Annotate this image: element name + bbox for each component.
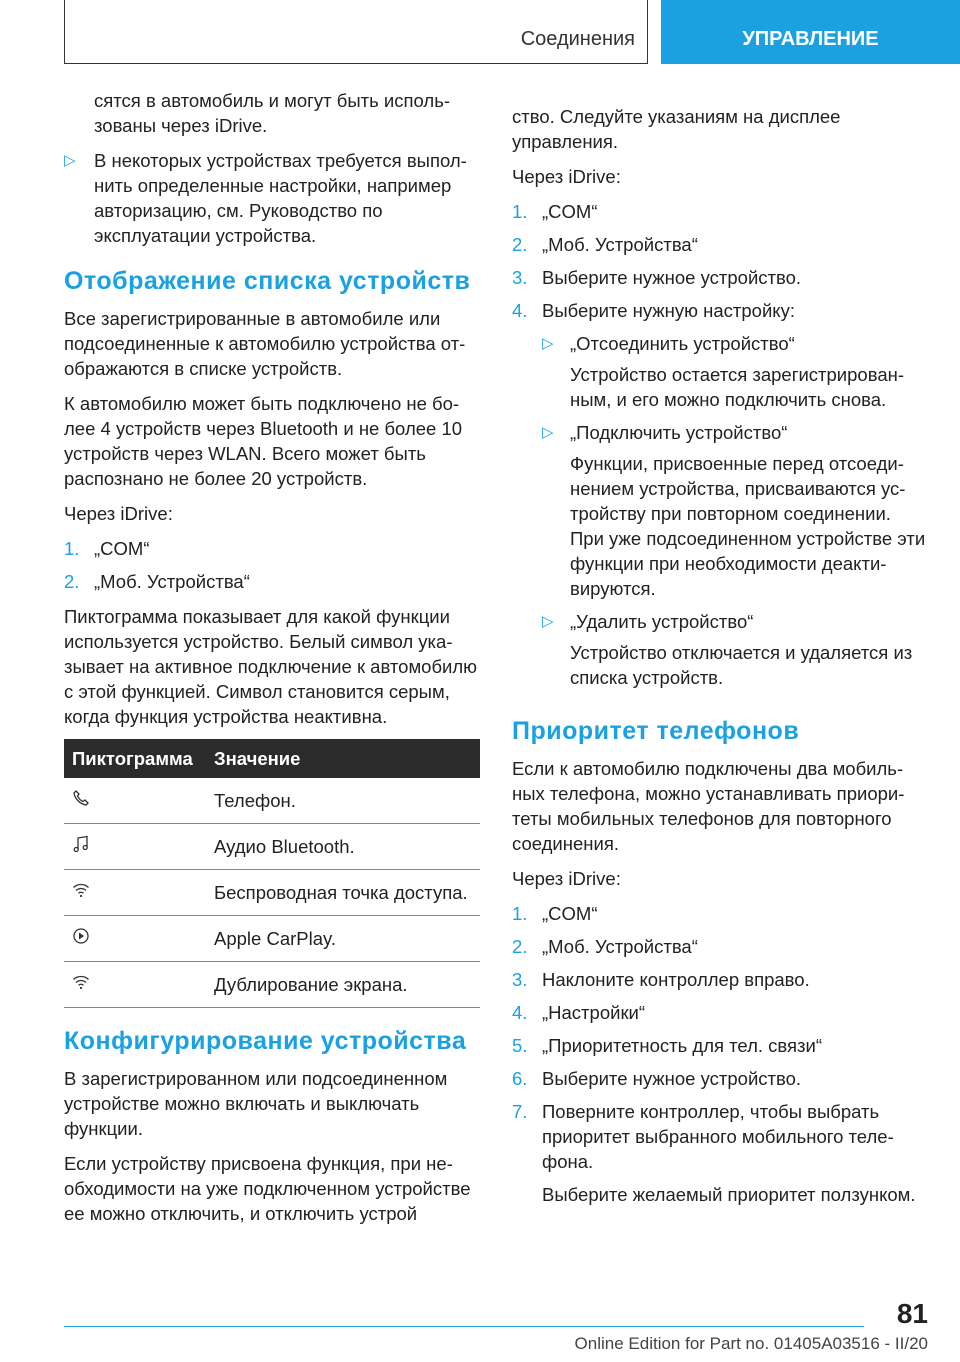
table-row	[64, 870, 480, 916]
step-number: 3.	[512, 969, 528, 990]
step-text: „Приоритетность для тел. связи“	[542, 1035, 823, 1056]
phone-icon	[72, 789, 90, 807]
step-text: „Моб. Устройства“	[94, 571, 250, 592]
step-number: 3.	[512, 267, 528, 288]
wifi-icon	[72, 881, 90, 899]
table-cell-icon	[64, 916, 206, 962]
step-number: 4.	[512, 300, 528, 321]
steps-list	[512, 901, 928, 1207]
sub-bullet	[542, 609, 928, 634]
step-item	[512, 232, 928, 257]
footer-edition: Online Edition for Part no. 01405A03516 - II/20	[574, 1334, 928, 1353]
step-number: 2.	[512, 234, 528, 255]
footer-divider	[64, 1326, 864, 1327]
table-cell-text: Телефон.	[206, 778, 480, 824]
header-section-box	[64, 0, 648, 64]
step-item	[512, 199, 928, 224]
table-cell-icon	[64, 778, 206, 824]
table-row	[64, 824, 480, 870]
step-text: Поверните контроллер, чтобы выбрать приоритет выбранного мобильного телефона.	[542, 1101, 894, 1172]
page-number: 81	[896, 1298, 928, 1329]
wifi-icon	[72, 973, 90, 991]
sub-bullet-desc: Устройство остается зарегистрированным, и его можно подключить снова.	[570, 364, 905, 410]
step-item	[512, 265, 928, 290]
step-body	[542, 298, 928, 698]
step-number: 1.	[512, 903, 528, 924]
table-header-pictogram: Пиктограмма	[64, 739, 206, 778]
sub-bullet	[542, 420, 928, 445]
table-row	[64, 962, 480, 1008]
step-item	[512, 298, 928, 698]
step-text: Наклоните контроллер вправо.	[542, 969, 810, 990]
step-item	[512, 1033, 928, 1058]
step-note: Выберите желаемый приоритет ползунком.	[542, 1184, 916, 1205]
step-item	[64, 536, 480, 561]
paragraph: В зарегистрированном или подсоединенном устройстве можно включать и выключать функции.	[64, 1068, 448, 1139]
table-cell-text: Дублирование экрана.	[206, 962, 480, 1008]
step-text: Выберите нужное устройство.	[542, 267, 802, 288]
via-idrive: Через iDrive:	[64, 503, 173, 524]
step-number: 1.	[64, 538, 80, 559]
step-number: 5.	[512, 1035, 528, 1056]
triangle-bullet-icon: ▷	[64, 152, 76, 169]
step-text: „COM“	[94, 538, 150, 559]
paragraph: Если к автомобилю подключены два мобильных телефона, можно устанавливать приоритеты мобильных телефонов для повторного соединения.	[512, 758, 905, 854]
music-note-icon	[72, 835, 90, 853]
header-chapter-title: УПРАВЛЕНИЕ	[742, 27, 879, 50]
table-cell-icon	[64, 870, 206, 916]
step-number: 6.	[512, 1068, 528, 1089]
table-cell-text: Беспроводная точка доступа.	[206, 870, 480, 916]
step-text: Выберите нужное устройство.	[542, 1068, 802, 1089]
paragraph-continuation: ство. Следуйте указаниям на дисплее управления.	[512, 106, 841, 152]
heading-device-config: Конфигурирование устройства	[64, 1027, 467, 1055]
steps-list	[512, 199, 928, 698]
left-column	[64, 88, 480, 1236]
intro-continuation: сятся в автомобиль и могут быть использованы через iDrive.	[94, 90, 451, 136]
heading-phone-priority: Приоритет телефонов	[512, 717, 800, 745]
step-text: „COM“	[542, 903, 598, 924]
triangle-bullet-icon: ▷	[542, 424, 554, 441]
sub-bullet-title: „Подключить устройство“	[570, 422, 788, 443]
step-item	[512, 1066, 928, 1091]
table-header-row	[64, 739, 480, 778]
right-column	[512, 104, 928, 1217]
table-header-meaning: Значение	[206, 739, 480, 778]
paragraph: Пиктограмма показывает для какой функции используется устройство. Белый символ указывает на активное подключение к автомобилю с этой функцией. Символ становится серым, когда функция устройства неактивна.	[64, 606, 478, 727]
step-item	[512, 1099, 928, 1207]
table-cell-text: Apple CarPlay.	[206, 916, 480, 962]
step-text: „Моб. Устройства“	[542, 234, 698, 255]
header-section-title: Соединения	[520, 28, 635, 50]
step-text: „Настройки“	[542, 1002, 646, 1023]
sub-bullet-desc: Устройство отключается и удаляется из списка устройств.	[570, 642, 913, 688]
sub-bullet-desc: Функции, присвоенные перед отсоединением устройства, присваиваются устройству при повторном соединении. При уже подсоединенном устройстве эти функции при необходимости деактивируются.	[570, 453, 926, 599]
sub-bullet-title: „Отсоединить устройство“	[570, 333, 795, 354]
step-text: „Моб. Устройства“	[542, 936, 698, 957]
step-item	[512, 967, 928, 992]
triangle-bullet-icon: ▷	[542, 335, 554, 352]
step-item	[512, 901, 928, 926]
sub-bullet-title: „Удалить устройство“	[570, 611, 754, 632]
table-row	[64, 778, 480, 824]
bullet-item	[64, 148, 480, 248]
bullet-text: В некоторых устройствах требуется выполнить определенные настройки, например авторизацию, см. Руководство по эксплуатации устройства.	[94, 150, 467, 246]
table-row	[64, 916, 480, 962]
step-number: 1.	[512, 201, 528, 222]
carplay-icon	[72, 927, 90, 945]
step-item	[64, 569, 480, 594]
header-chapter-tab	[661, 0, 960, 64]
step-item	[512, 1000, 928, 1025]
pictogram-table	[64, 739, 480, 1008]
step-item	[512, 934, 928, 959]
triangle-bullet-icon: ▷	[542, 613, 554, 630]
paragraph: Если устройству присвоена функция, при необходимости на уже подключенном устройстве ее можно отключить, и отключить устрой	[64, 1153, 471, 1224]
table-cell-text: Аудио Bluetooth.	[206, 824, 480, 870]
via-idrive: Через iDrive:	[512, 868, 621, 889]
step-number: 2.	[64, 571, 80, 592]
step-number: 4.	[512, 1002, 528, 1023]
step-text: „COM“	[542, 201, 598, 222]
via-idrive: Через iDrive:	[512, 166, 621, 187]
table-cell-icon	[64, 962, 206, 1008]
paragraph: Все зарегистрированные в автомобиле или подсоединенные к автомобилю устройства отображаются в списке устройств.	[64, 308, 466, 379]
paragraph: К автомобилю может быть подключено не более 4 устройств через Bluetooth и не более 10 устройств через WLAN. Всего может быть распознано не более 20 устройств.	[64, 393, 463, 489]
heading-device-list: Отображение списка устройств	[64, 267, 471, 295]
steps-list	[64, 536, 480, 594]
table-cell-icon	[64, 824, 206, 870]
step-text: Выберите нужную настройку:	[542, 300, 795, 321]
sub-bullet	[542, 331, 928, 356]
step-number: 7.	[512, 1101, 528, 1122]
step-number: 2.	[512, 936, 528, 957]
step-body	[542, 1099, 928, 1207]
